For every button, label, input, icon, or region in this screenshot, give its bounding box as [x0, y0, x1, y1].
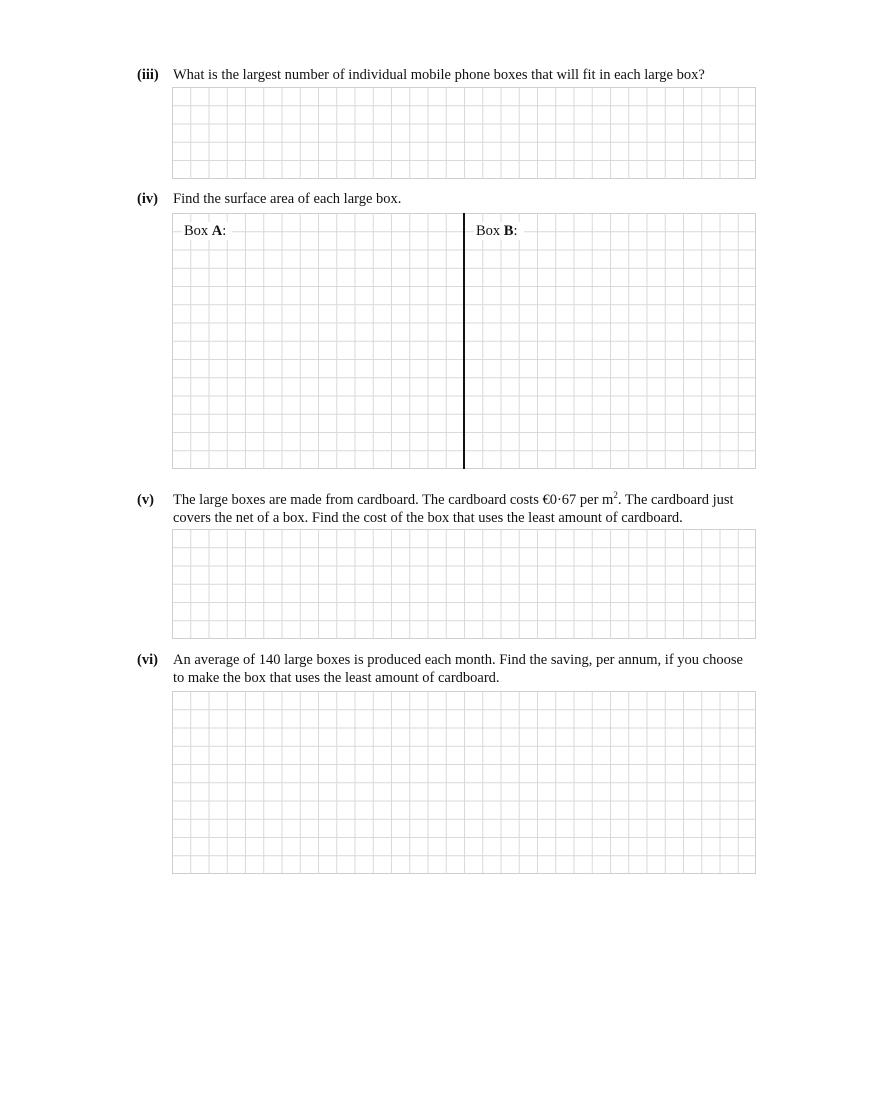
question-text: What is the largest number of individual mobile phone boxes that will fit in each large box?	[173, 67, 705, 83]
box-b-letter: B	[503, 223, 514, 239]
question-number: (iv)	[137, 191, 158, 207]
superscript-2: 2	[613, 490, 618, 501]
answer-grid-v[interactable]	[172, 529, 756, 639]
question-number: (vi)	[137, 652, 158, 668]
box-a-letter: A	[211, 223, 223, 239]
box-a-label: Box A:	[182, 222, 232, 240]
box-divider	[463, 213, 465, 469]
question-number: (v)	[137, 492, 154, 508]
answer-grid-iii[interactable]	[172, 87, 756, 179]
question-text: An average of 140 large boxes is produced each month. Find the saving, per annum, if you choose to make the box that uses the least amount of cardboard.	[173, 652, 743, 686]
question-text: Find the surface area of each large box.	[173, 191, 402, 207]
box-b-label: Box B:	[474, 222, 524, 240]
answer-grid-vi[interactable]	[172, 691, 756, 874]
question-number: (iii)	[137, 67, 159, 83]
question-text: The large boxes are made from cardboard. The cardboard costs €0·67 per $m^2$. The cardboard just covers the net of a box. Find the cost of the box that uses the least amount of cardboard.	[173, 490, 734, 526]
